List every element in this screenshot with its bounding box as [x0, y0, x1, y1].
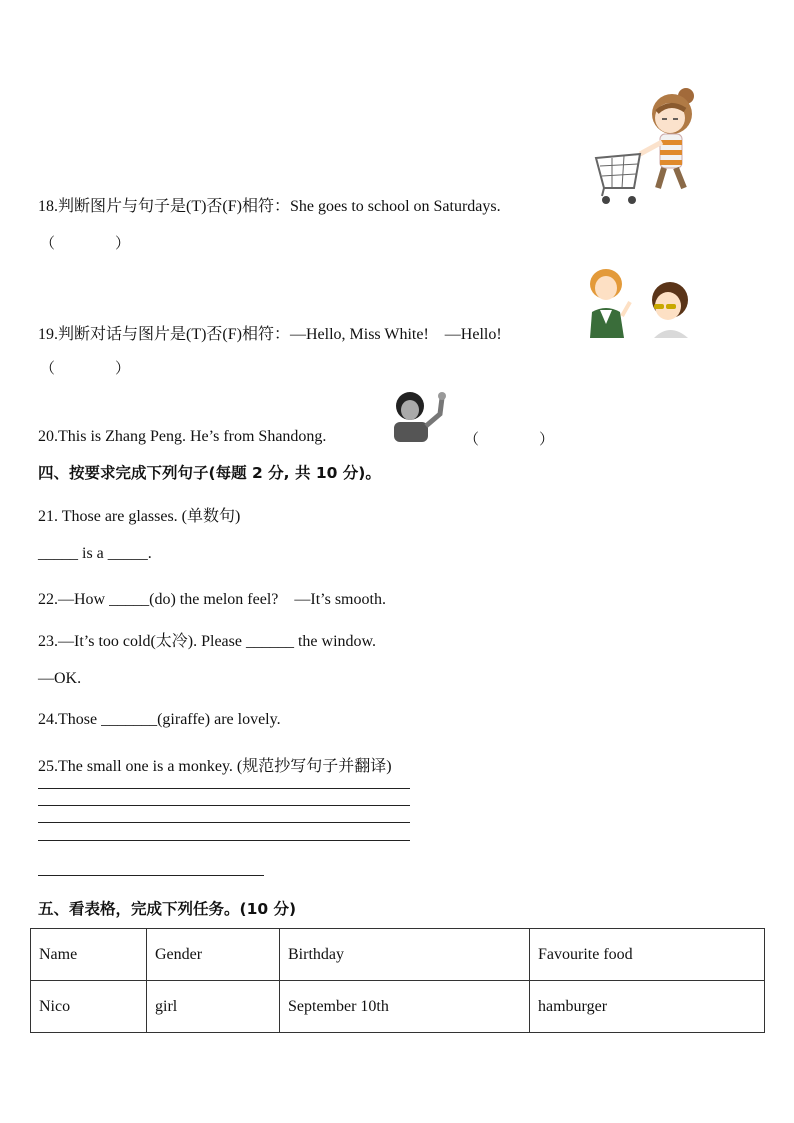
question-18: 18.判断图片与句子是(T)否(F)相符：She goes to school on Saturdays.	[38, 198, 501, 215]
writing-line[interactable]	[38, 840, 410, 841]
question-22: 22.—How _____(do) the melon feel? —It’s smooth.	[38, 591, 386, 608]
answer-blank-20[interactable]: （ ）	[464, 432, 555, 448]
boy-waving-illustration	[388, 388, 452, 444]
question-21: 21. Those are glasses. (单数句)	[38, 508, 241, 525]
translation-line[interactable]	[38, 875, 264, 876]
question-24: 24.Those _______(giraffe) are lovely.	[38, 711, 281, 728]
table-header-cell: Favourite food	[530, 929, 765, 981]
table-cell: Nico	[31, 981, 147, 1033]
answer-blank-18[interactable]: （ ）	[40, 236, 131, 252]
table-header-cell: Birthday	[280, 929, 530, 981]
section-5-heading: 五、看表格，完成下列任务。(10 分)	[38, 900, 297, 918]
writing-line[interactable]	[38, 805, 410, 806]
writing-line[interactable]	[38, 788, 410, 789]
table-header-row	[31, 929, 765, 981]
question-19: 19.判断对话与图片是(T)否(F)相符：—Hello, Miss White! —Hello!	[38, 326, 502, 343]
question-23: 23.—It’s too cold(太冷). Please ______ the window.	[38, 633, 377, 650]
question-20: 20.This is Zhang Peng. He’s from Shandong.	[38, 428, 327, 445]
table-header-cell: Gender	[147, 929, 280, 981]
question-21-answer-line[interactable]: _____ is a _____.	[38, 545, 152, 562]
table-row	[31, 981, 765, 1033]
answer-blank-19[interactable]: （ ）	[40, 361, 131, 377]
question-23-reply: —OK.	[38, 670, 82, 687]
teacher-and-boy-illustration	[584, 266, 696, 338]
table-cell: hamburger	[530, 981, 765, 1033]
table-header-cell: Name	[31, 929, 147, 981]
writing-line[interactable]	[38, 822, 410, 823]
girl-shopping-cart-illustration	[590, 84, 702, 210]
table-cell: September 10th	[280, 981, 530, 1033]
section-4-heading: 四、按要求完成下列句子(每题 2 分, 共 10 分)。	[38, 464, 381, 482]
question-25: 25.The small one is a monkey. (规范抄写句子并翻译)	[38, 758, 392, 775]
info-table	[30, 928, 765, 1033]
table-cell: girl	[147, 981, 280, 1033]
